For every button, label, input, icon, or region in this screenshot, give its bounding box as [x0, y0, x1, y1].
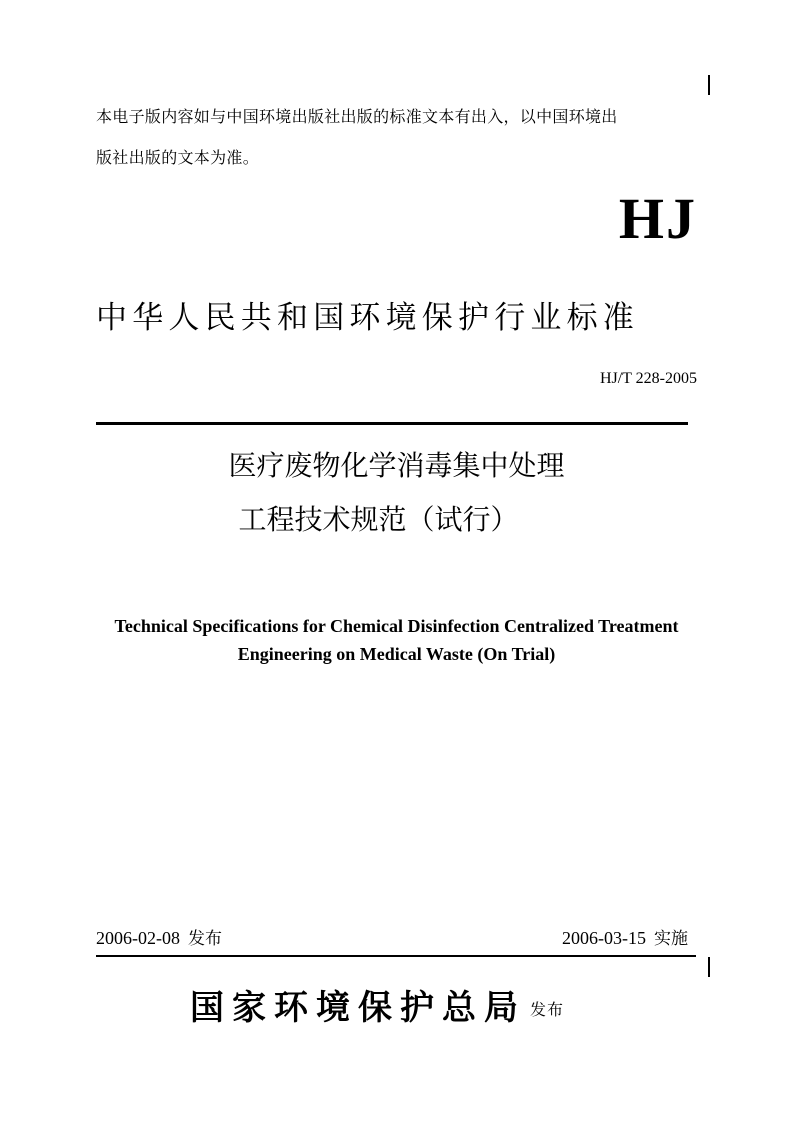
- standard-code: HJ/T 228-2005: [599, 370, 697, 387]
- issue-date-block: [96, 924, 222, 949]
- issuer-block: [190, 988, 564, 1030]
- margin-mark-top: [708, 75, 710, 95]
- top-rule: [96, 422, 688, 425]
- title-cn-line-1: 医疗废物化学消毒集中处理: [228, 449, 565, 482]
- effective-label: 实施: [654, 929, 688, 949]
- effective-date-block: [562, 924, 688, 949]
- effective-date: 2006-03-15: [562, 928, 646, 948]
- issuer-suffix: 发布: [530, 999, 565, 1019]
- notice-line-2: 版社出版的文本为准。: [96, 148, 260, 167]
- hj-logo: HJ: [618, 186, 697, 251]
- issuer-name: 国家环境保护总局: [190, 988, 526, 1028]
- title-cn-line-2: 工程技术规范（试行）: [238, 503, 519, 536]
- margin-mark-bottom: [708, 957, 710, 977]
- bottom-rule: [96, 955, 696, 957]
- title-en-line-1: Technical Specifications for Chemical Disinfection Centralized Treatment: [114, 616, 679, 636]
- notice-line-1: 本电子版内容如与中国环境出版社出版的标准文本有出入，以中国环境出: [96, 107, 618, 126]
- issue-date: 2006-02-08: [96, 928, 180, 948]
- industry-standard-heading: 中华人民共和国环境保护行业标准: [96, 300, 639, 336]
- issue-label: 发布: [188, 929, 222, 949]
- title-en-line-2: Engineering on Medical Waste (On Trial): [237, 644, 556, 664]
